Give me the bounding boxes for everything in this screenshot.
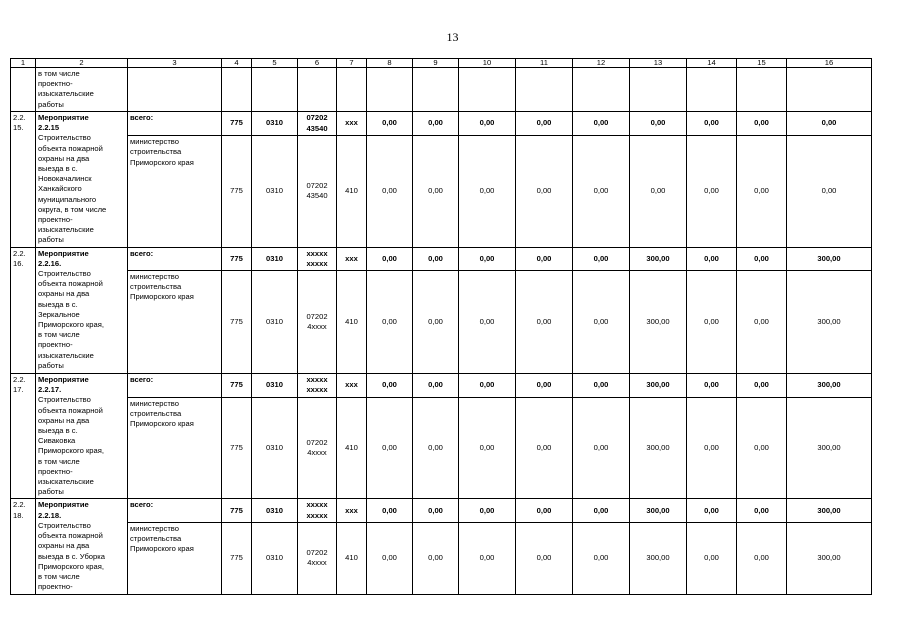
amount-cell: 0,00	[573, 522, 630, 594]
target-code: 07202 4хххх	[298, 522, 337, 594]
measure-detail-row	[11, 271, 872, 374]
expense-type-code: 410	[337, 397, 367, 499]
amount-cell: 0,00	[516, 271, 573, 374]
amount-cell: 0,00	[630, 112, 687, 136]
total-label: всего:	[128, 499, 222, 522]
amount-cell: 0,00	[573, 112, 630, 136]
amount-cell: 0,00	[737, 271, 787, 374]
amount-cell: 0,00	[367, 522, 413, 594]
expense-type-code: ххх	[337, 499, 367, 522]
section-code: 0310	[252, 522, 298, 594]
measure-label: Мероприятие 2.2.17.	[38, 375, 89, 395]
expense-type-code: 410	[337, 271, 367, 374]
section-code: 0310	[252, 136, 298, 247]
amount-cell: 300,00	[630, 271, 687, 374]
measure-label: Мероприятие 2.2.18.	[38, 500, 89, 520]
amount-cell: 0,00	[516, 499, 573, 522]
expense-type-code: ххх	[337, 374, 367, 398]
measure-detail-row	[11, 136, 872, 247]
measure-label: Мероприятие 2.2.16.	[38, 248, 89, 268]
total-label: всего:	[128, 374, 222, 398]
measure-cell	[36, 247, 128, 373]
measure-description: Строительство объекта пожарной охраны на два выезда в с. Новокачалинск Ханкайского муниципального округа, в том числе проектно- изыскательские работы	[38, 133, 107, 245]
target-code: 07202 43540	[298, 136, 337, 247]
amount-cell: 0,00	[413, 397, 459, 499]
measure-total-row	[11, 374, 872, 398]
section-code: 0310	[252, 247, 298, 270]
column-number: 9	[413, 59, 459, 68]
measure-number: 2.2. 16.	[11, 247, 36, 373]
section-code: 0310	[252, 397, 298, 499]
column-number-row	[11, 59, 872, 68]
column-number: 13	[630, 59, 687, 68]
amount-cell: 0,00	[687, 112, 737, 136]
amount-cell: 0,00	[737, 247, 787, 270]
amount-cell: 300,00	[787, 374, 872, 398]
section-code: 0310	[252, 271, 298, 374]
amount-cell: 0,00	[413, 271, 459, 374]
amount-cell: 0,00	[459, 112, 516, 136]
amount-cell: 0,00	[516, 397, 573, 499]
amount-cell: 300,00	[630, 374, 687, 398]
target-code: ххххх ххххх	[298, 374, 337, 398]
target-code: ххххх ххххх	[298, 247, 337, 270]
amount-cell: 0,00	[459, 499, 516, 522]
amount-cell: 0,00	[367, 397, 413, 499]
amount-cell: 0,00	[413, 136, 459, 247]
amount-cell: 300,00	[630, 397, 687, 499]
expense-type-code: ххх	[337, 112, 367, 136]
amount-cell: 300,00	[787, 522, 872, 594]
amount-cell: 0,00	[787, 112, 872, 136]
column-number: 15	[737, 59, 787, 68]
section-code: 0310	[252, 499, 298, 522]
measure-cell	[36, 374, 128, 499]
grbs-code: 775	[222, 397, 252, 499]
executor-name: министерство строительства Приморского края	[128, 136, 222, 247]
column-number: 1	[11, 59, 36, 68]
amount-cell: 0,00	[413, 374, 459, 398]
target-code: 07202 4хххх	[298, 271, 337, 374]
total-label: всего:	[128, 247, 222, 270]
amount-cell: 300,00	[787, 271, 872, 374]
column-number: 4	[222, 59, 252, 68]
amount-cell: 0,00	[787, 136, 872, 247]
amount-cell: 0,00	[573, 136, 630, 247]
measure-description: Строительство объекта пожарной охраны на два выезда в с. Уборка Приморского края, в том числе проектно-	[38, 520, 105, 592]
measure-cell	[36, 112, 128, 248]
amount-cell: 300,00	[787, 499, 872, 522]
amount-cell: 0,00	[367, 374, 413, 398]
amount-cell: 0,00	[459, 247, 516, 270]
section-code: 0310	[252, 374, 298, 398]
column-number: 3	[128, 59, 222, 68]
section-code: 0310	[252, 112, 298, 136]
measure-total-row	[11, 499, 872, 522]
amount-cell: 300,00	[630, 499, 687, 522]
amount-cell: 0,00	[413, 499, 459, 522]
amount-cell: 300,00	[630, 522, 687, 594]
measure-description: Строительство объекта пожарной охраны на два выезда в с. Зеркальное Приморского края, в том числе проектно- изыскательские работы	[38, 269, 104, 370]
amount-cell: 0,00	[687, 136, 737, 247]
amount-cell: 0,00	[367, 247, 413, 270]
executor-name: министерство строительства Приморского края	[128, 522, 222, 594]
column-number: 14	[687, 59, 737, 68]
column-number: 11	[516, 59, 573, 68]
column-number: 7	[337, 59, 367, 68]
grbs-code: 775	[222, 499, 252, 522]
amount-cell: 0,00	[459, 271, 516, 374]
amount-cell: 0,00	[516, 374, 573, 398]
amount-cell: 0,00	[687, 374, 737, 398]
executor-name: министерство строительства Приморского края	[128, 397, 222, 499]
continuation-description: в том числе проектно- изыскательские работы	[36, 68, 128, 112]
amount-cell: 0,00	[573, 247, 630, 270]
amount-cell: 0,00	[687, 247, 737, 270]
amount-cell: 0,00	[737, 499, 787, 522]
page-number: 13	[446, 30, 459, 44]
amount-cell: 0,00	[737, 136, 787, 247]
target-code: ххххх ххххх	[298, 499, 337, 522]
grbs-code: 775	[222, 374, 252, 398]
measure-detail-row	[11, 397, 872, 499]
measure-number: 2.2. 15.	[11, 112, 36, 248]
amount-cell: 0,00	[630, 136, 687, 247]
expense-type-code: 410	[337, 136, 367, 247]
target-code: 07202 4хххх	[298, 397, 337, 499]
amount-cell: 0,00	[687, 522, 737, 594]
column-number: 2	[36, 59, 128, 68]
amount-cell: 0,00	[367, 499, 413, 522]
amount-cell: 0,00	[516, 112, 573, 136]
amount-cell: 0,00	[573, 271, 630, 374]
amount-cell: 0,00	[737, 374, 787, 398]
amount-cell: 0,00	[413, 247, 459, 270]
grbs-code: 775	[222, 136, 252, 247]
amount-cell: 0,00	[367, 271, 413, 374]
column-number: 8	[367, 59, 413, 68]
amount-cell: 0,00	[737, 397, 787, 499]
target-code: 07202 43540	[298, 112, 337, 136]
expense-type-code: 410	[337, 522, 367, 594]
measure-total-row	[11, 247, 872, 270]
amount-cell: 0,00	[459, 374, 516, 398]
amount-cell: 0,00	[687, 499, 737, 522]
measure-number: 2.2. 17.	[11, 374, 36, 499]
amount-cell: 0,00	[573, 499, 630, 522]
column-number: 16	[787, 59, 872, 68]
grbs-code: 775	[222, 271, 252, 374]
expense-type-code: ххх	[337, 247, 367, 270]
amount-cell: 0,00	[737, 522, 787, 594]
measure-label: Мероприятие 2.2.15	[38, 113, 89, 133]
total-label: всего:	[128, 112, 222, 136]
column-number: 12	[573, 59, 630, 68]
column-number: 6	[298, 59, 337, 68]
grbs-code: 775	[222, 522, 252, 594]
amount-cell: 0,00	[367, 112, 413, 136]
amount-cell: 300,00	[787, 247, 872, 270]
grbs-code: 775	[222, 247, 252, 270]
measure-total-row	[11, 112, 872, 136]
amount-cell: 0,00	[459, 397, 516, 499]
grbs-code: 775	[222, 112, 252, 136]
executor-name: министерство строительства Приморского края	[128, 271, 222, 374]
amount-cell: 0,00	[687, 397, 737, 499]
amount-cell: 0,00	[516, 247, 573, 270]
measure-detail-row	[11, 522, 872, 594]
amount-cell: 300,00	[630, 247, 687, 270]
amount-cell: 0,00	[737, 112, 787, 136]
continuation-row	[11, 68, 872, 112]
budget-table	[10, 58, 872, 595]
amount-cell: 0,00	[413, 112, 459, 136]
amount-cell: 0,00	[413, 522, 459, 594]
column-number: 10	[459, 59, 516, 68]
column-number: 5	[252, 59, 298, 68]
amount-cell: 300,00	[787, 397, 872, 499]
amount-cell: 0,00	[516, 136, 573, 247]
amount-cell: 0,00	[367, 136, 413, 247]
measure-description: Строительство объекта пожарной охраны на два выезда в с. Сиваковка Приморского края, в том числе проектно- изыскательские работы	[38, 395, 104, 497]
measure-number: 2.2. 18.	[11, 499, 36, 594]
amount-cell: 0,00	[459, 136, 516, 247]
measure-cell	[36, 499, 128, 594]
amount-cell: 0,00	[573, 397, 630, 499]
amount-cell: 0,00	[459, 522, 516, 594]
amount-cell: 0,00	[516, 522, 573, 594]
amount-cell: 0,00	[573, 374, 630, 398]
amount-cell: 0,00	[687, 271, 737, 374]
